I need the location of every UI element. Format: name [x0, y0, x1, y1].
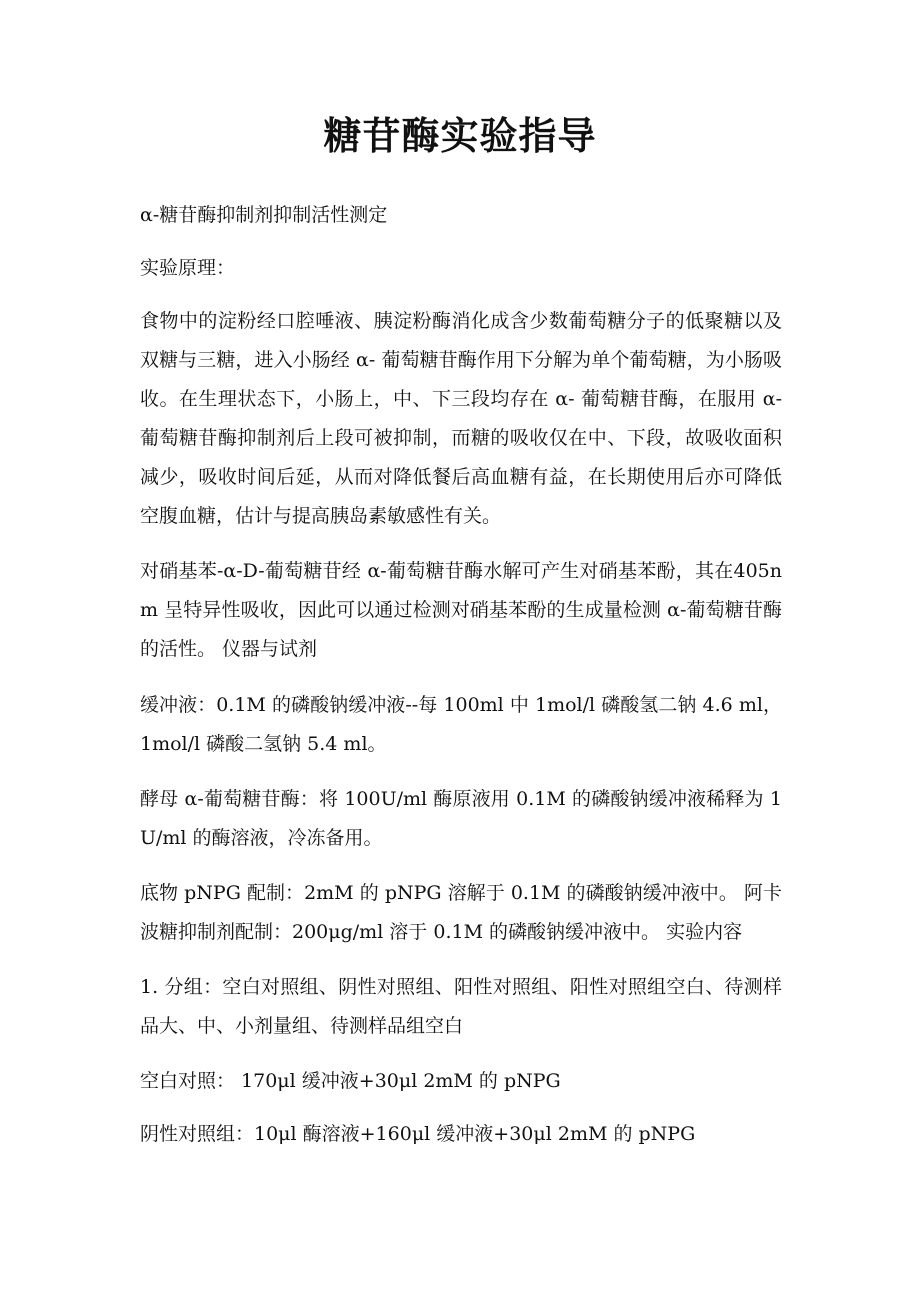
grouping-step-paragraph: 1. 分组：空白对照组、阴性对照组、阳性对照组、阳性对照组空白、待测样品大、中、小剂量组、待测样品组空白 [140, 976, 782, 1037]
substrate-paragraph: 底物 pNPG 配制：2mM 的 pNPG 溶解于 0.1M 的磷酸钠缓冲液中。 阿卡波糖抑制剂配制：200μg/ml 溶于 0.1M 的磷酸钠缓冲液中。 实验内容 [140, 882, 782, 943]
negative-control-line: 阴性对照组：10μl 酶溶液+160μl 缓冲液+30μl 2mM 的 pNPG [140, 1123, 696, 1145]
document-title: 糖苷酶实验指导 [323, 113, 597, 158]
blank-control-line: 空白对照： 170μl 缓冲液+30μl 2mM 的 pNPG [140, 1070, 561, 1092]
section-subtitle: α-糖苷酶抑制剂抑制活性测定 [140, 204, 388, 226]
buffer-paragraph: 缓冲液：0.1M 的磷酸钠缓冲液--每 100ml 中 1mol/l 磷酸氢二钠 4.6 ml，1mol/l 磷酸二氢钠 5.4 ml。 [140, 694, 782, 755]
principle-paragraph-2: 对硝基苯-α-D-葡萄糖苷经 α-葡萄糖苷酶水解可产生对硝基苯酚，其在405nm 呈特异性吸收，因此可以通过检测对硝基苯酚的生成量检测 α-葡萄糖苷酶的活性。 仪器与试剂 [140, 560, 782, 660]
principle-paragraph-1: 食物中的淀粉经口腔唾液、胰淀粉酶消化成含少数葡萄糖分子的低聚糖以及双糖与三糖，进入小肠经 α- 葡萄糖苷酶作用下分解为单个葡萄糖，为小肠吸收。在生理状态下，小肠上，中、下三段均存在 α- 葡萄糖苷酶，在服用 α- 葡萄糖苷酶抑制剂后上段可被抑制，而糖的吸收仅在中、下段，故吸收面积减少，吸收时间后延，从而对降低餐后高血糖有益，在长期使用后亦可降低空腹血糖，估计与提高胰岛素敏感性有关。 [140, 310, 782, 527]
enzyme-paragraph: 酵母 α-葡萄糖苷酶：将 100U/ml 酶原液用 0.1M 的磷酸钠缓冲液稀释为 1U/ml 的酶溶液，冷冻备用。 [140, 788, 782, 849]
principle-heading: 实验原理： [140, 257, 236, 279]
